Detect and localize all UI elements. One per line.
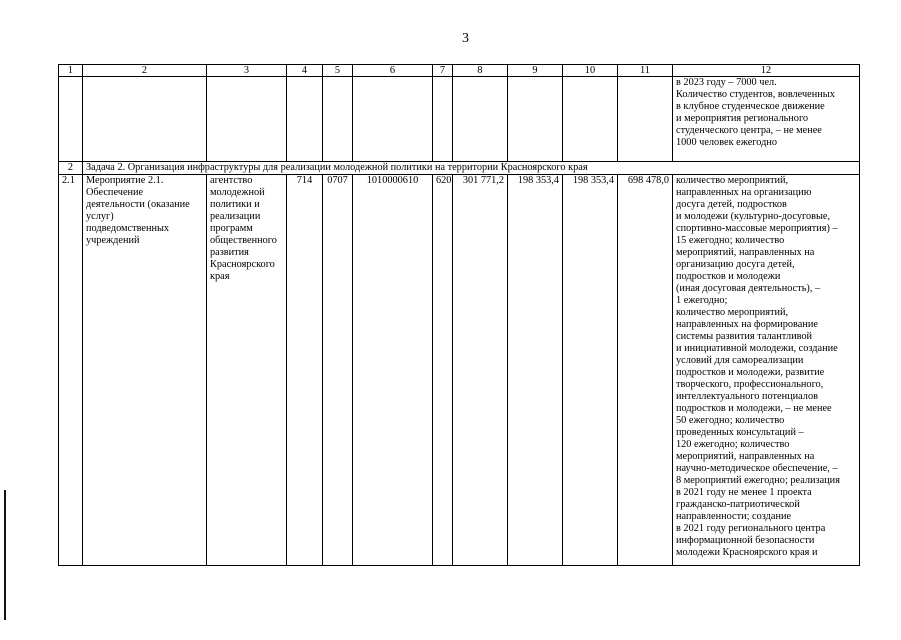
program-activities-table	[58, 64, 860, 566]
header-cell: 7	[433, 65, 453, 77]
text-line: программ	[210, 223, 253, 234]
header-cell: 5	[323, 65, 353, 77]
target-article-cell: 1010000610	[353, 175, 433, 566]
text-line: молодежи Красноярского края и	[676, 547, 818, 558]
text-line: спортивно-массовые мероприятия) –	[676, 223, 838, 234]
text-line: подростков и молодежи	[676, 271, 781, 282]
header-cell: 9	[508, 65, 563, 77]
text-line: досуга детей, подростков	[676, 199, 787, 210]
expected-result-cell	[673, 175, 860, 566]
text-line: учреждений	[86, 235, 140, 246]
header-cell: 1	[59, 65, 83, 77]
text-line: направленных на формирование	[676, 319, 818, 330]
text-line: гражданско-патриотической	[676, 499, 800, 510]
header-cell: 11	[618, 65, 673, 77]
text-line: Красноярского	[210, 259, 275, 270]
text-line: и молодежи (культурно-досуговые,	[676, 211, 831, 222]
text-line: 50 ежегодно; количество	[676, 415, 785, 426]
amount-year2-cell: 198 353,4	[508, 175, 563, 566]
text-line: молодежной	[210, 187, 265, 198]
text-line: агентство	[210, 175, 253, 186]
text-line: творческого, профессионального,	[676, 379, 824, 390]
section-code-cell: 0707	[323, 175, 353, 566]
task-number: 2	[59, 162, 83, 175]
text-line: в клубное студенческое движение	[676, 101, 825, 112]
header-cell: 12	[673, 65, 860, 77]
amount-year3-cell: 198 353,4	[563, 175, 618, 566]
text-line: и мероприятия регионального	[676, 113, 809, 124]
continuation-result-cell	[673, 77, 860, 162]
text-line: Обеспечение	[86, 187, 144, 198]
amount-total-cell: 698 478,0	[618, 175, 673, 566]
text-line: 120 ежегодно; количество	[676, 439, 790, 450]
amount-year1-cell: 301 771,2	[453, 175, 508, 566]
text-line: информационной безопасности	[676, 535, 815, 546]
responsible-agency-cell	[207, 175, 287, 566]
text-line: деятельности (оказание	[86, 199, 190, 210]
text-line: (иная досуговая деятельность), –	[676, 283, 821, 294]
text-line: подростков и молодежи, развитие	[676, 367, 825, 378]
text-line: условий для самореализации	[676, 355, 804, 366]
text-line: направленных на организацию	[676, 187, 812, 198]
text-line: услуг)	[86, 211, 114, 222]
text-line: в 2021 году не менее 1 проекта	[676, 487, 812, 498]
text-line: в 2023 году – 7000 чел.	[676, 77, 777, 88]
continuation-row	[59, 77, 860, 162]
activity-number: 2.1	[59, 175, 83, 566]
text-line: Количество студентов, вовлеченных	[676, 89, 835, 100]
gov-code-cell: 714	[287, 175, 323, 566]
header-cell: 2	[83, 65, 207, 77]
text-line: 1000 человек ежегодно	[676, 137, 777, 148]
text-line: реализации	[210, 211, 261, 222]
activity-name-cell	[83, 175, 207, 566]
text-line: мероприятий, направленных на	[676, 451, 815, 462]
text-line: интеллектуального потенциалов	[676, 391, 818, 402]
header-cell: 4	[287, 65, 323, 77]
header-cell: 10	[563, 65, 618, 77]
text-line: 8 мероприятий ежегодно; реализация	[676, 475, 840, 486]
text-line: общественного	[210, 235, 277, 246]
text-line: количество мероприятий,	[676, 175, 789, 186]
text-line: Мероприятие 2.1.	[86, 175, 164, 186]
header-cell: 8	[453, 65, 508, 77]
header-row	[59, 65, 860, 77]
page-number: 3	[462, 31, 469, 46]
text-line: и инициативной молодежи, создание	[676, 343, 838, 354]
text-line: организацию досуга детей,	[676, 259, 795, 270]
task-row	[59, 162, 860, 175]
text-line: политики и	[210, 199, 260, 210]
text-line: развития	[210, 247, 249, 258]
activity-row	[59, 175, 860, 566]
text-line: студенческого центра, – не менее	[676, 125, 822, 136]
text-line: направленности; создание	[676, 511, 792, 522]
text-line: мероприятий, направленных на	[676, 247, 815, 258]
text-line: проведенных консультаций –	[676, 427, 804, 438]
text-line: 1 ежегодно;	[676, 295, 728, 306]
scan-edge-mark	[4, 490, 6, 620]
text-line: подведомственных	[86, 223, 170, 234]
task-title: Задача 2. Организация инфраструктуры для реализации молодежной политики на территории Красноярского края	[83, 162, 860, 175]
header-cell: 6	[353, 65, 433, 77]
text-line: количество мероприятий,	[676, 307, 789, 318]
text-line: подростков и молодежи, – не менее	[676, 403, 832, 414]
text-line: научно-методическое обеспечение, –	[676, 463, 838, 474]
header-cell: 3	[207, 65, 287, 77]
expense-type-cell: 620	[433, 175, 453, 566]
text-line: 15 ежегодно; количество	[676, 235, 785, 246]
text-line: края	[210, 271, 230, 282]
text-line: в 2021 году регионального центра	[676, 523, 826, 534]
text-line: системы развития талантливой	[676, 331, 813, 342]
